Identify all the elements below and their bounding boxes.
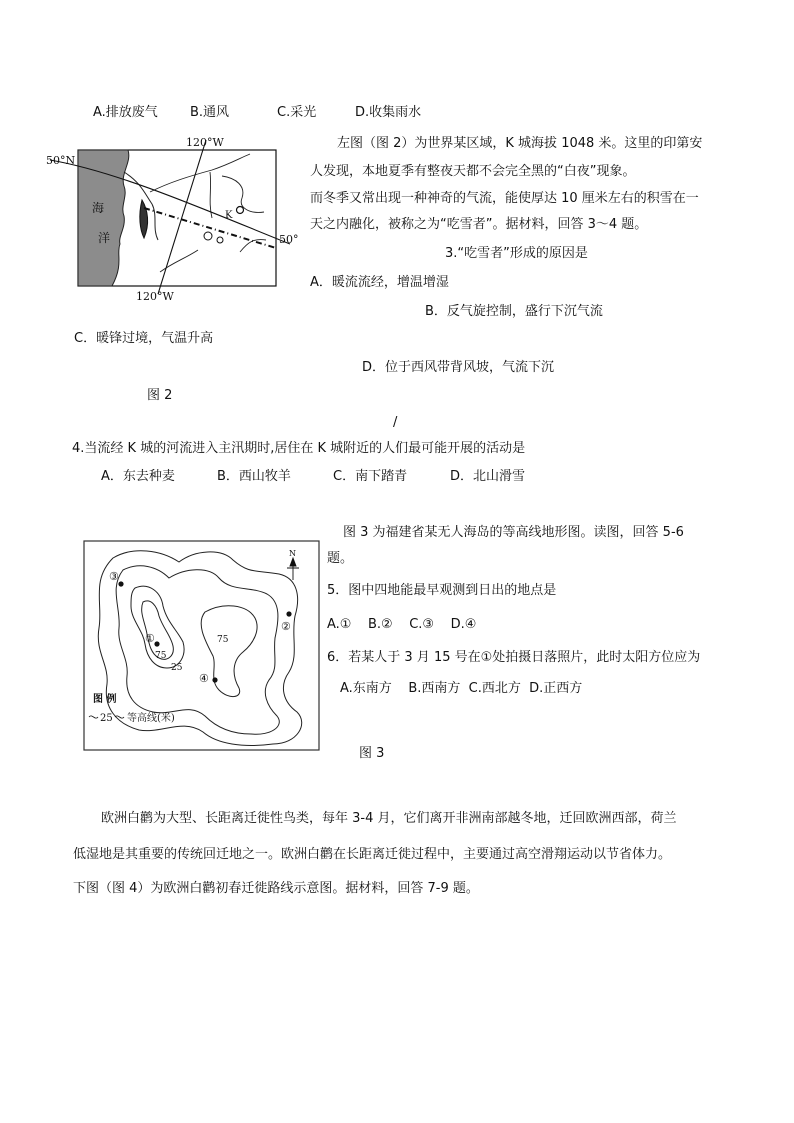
legend-text: 等高线(米): [127, 713, 175, 724]
small-lake: [204, 232, 212, 240]
lon-label-top: 120°W: [186, 136, 224, 149]
point-1-marker: [154, 641, 159, 646]
stray-slash: /: [393, 415, 398, 430]
q2-option-a: A.排放废气: [93, 105, 158, 120]
q6-options: A.东南方 B.西南方 C.西北方 D.正西方: [340, 681, 583, 696]
q5-options: A.① B.② C.③ D.④: [327, 617, 477, 632]
point-4-label: ④: [199, 672, 209, 685]
legend-title: 图 例: [93, 694, 117, 705]
point-4-marker: [212, 677, 217, 682]
legend-item: 25: [100, 713, 113, 724]
q2-option-b: B.通风: [190, 105, 230, 120]
lat-label-left: 50°N: [46, 154, 76, 167]
city-k-marker: [237, 207, 244, 214]
ocean-char-2: 洋: [98, 231, 111, 245]
q2-option-c: C.采光: [277, 105, 317, 120]
passage3-line1: 欧洲白鹳为大型、长距离迁徙性鸟类，每年 3-4 月，它们离开非洲南部越冬地，迁回欧洲西部，荷兰: [101, 811, 677, 826]
lat-label-right: 50°: [279, 233, 299, 246]
q6-stem: 6．若某人于 3 月 15 号在①处拍摄日落照片，此时太阳方位应为: [327, 650, 701, 665]
q3-stem: 3.“吃雪者”形成的原因是: [445, 246, 588, 261]
q4-option-c: C．南下踏青: [333, 469, 408, 484]
q4-option-b: B．西山牧羊: [217, 469, 291, 484]
lon-label-bottom: 120°W: [136, 290, 174, 303]
figure-2-map: [40, 132, 305, 304]
contour-label-75-a: 75: [155, 651, 167, 661]
q3-option-c: C．暖锋过境，气温升高: [74, 331, 214, 346]
contour-label-75-b: 75: [217, 635, 229, 645]
q4-option-d: D．北山滑雪: [450, 469, 526, 484]
q5-stem: 5．图中四地能最早观测到日出的地点是: [327, 583, 557, 598]
contour-label-25: 25: [171, 663, 183, 673]
q2-option-d: D.收集雨水: [355, 105, 422, 120]
passage1-line2: 人发现，本地夏季有整夜天都不会完全黑的“白夜”现象。: [310, 164, 636, 179]
q4-stem: 4.当流经 K 城的河流进入主汛期时,居住在 K 城附近的人们最可能开展的活动是: [72, 441, 526, 456]
q3-option-d: D．位于西风带背风坡，气流下沉: [362, 360, 555, 375]
point-3-label: ③: [109, 570, 119, 583]
passage2-line2: 题。: [327, 551, 354, 566]
small-lake: [217, 237, 223, 243]
point-1-label: ①: [145, 632, 155, 645]
q3-option-b: B．反气旋控制，盛行下沉气流: [425, 304, 603, 319]
figure-3-caption: 图 3: [359, 746, 385, 761]
point-2-marker: [286, 611, 291, 616]
passage1-line3: 而冬季又常出现一种神奇的气流，能使厚达 10 厘米左右的积雪在一: [310, 191, 699, 206]
passage1-line1: 左图（图 2）为世界某区域，K 城海拔 1048 米。这里的印第安: [337, 136, 703, 151]
point-3-marker: [118, 581, 123, 586]
north-label: N: [289, 549, 296, 558]
point-2-label: ②: [281, 620, 291, 633]
ocean-char-1: 海: [92, 201, 105, 215]
passage2-line1: 图 3 为福建省某无人海岛的等高线地形图。读图，回答 5-6: [343, 525, 684, 540]
q3-option-a: A．暖流流经，增温增湿: [310, 275, 449, 290]
passage3-line2: 低湿地是其重要的传统回迁地之一。欧洲白鹳在长距离迁徙过程中，主要通过高空滑翔运动以节省体力。: [73, 847, 672, 862]
figure-2-caption: 图 2: [147, 388, 173, 403]
passage3-line3: 下图（图 4）为欧洲白鹳初春迁徙路线示意图。据材料，回答 7-9 题。: [73, 881, 479, 896]
passage1-line4: 天之内融化，被称之为“吃雪者”。据材料，回答 3～4 题。: [310, 217, 648, 232]
city-k-label: K: [225, 210, 233, 221]
q4-option-a: A．东去种麦: [101, 469, 175, 484]
figure-3-contour-map: [83, 540, 323, 752]
